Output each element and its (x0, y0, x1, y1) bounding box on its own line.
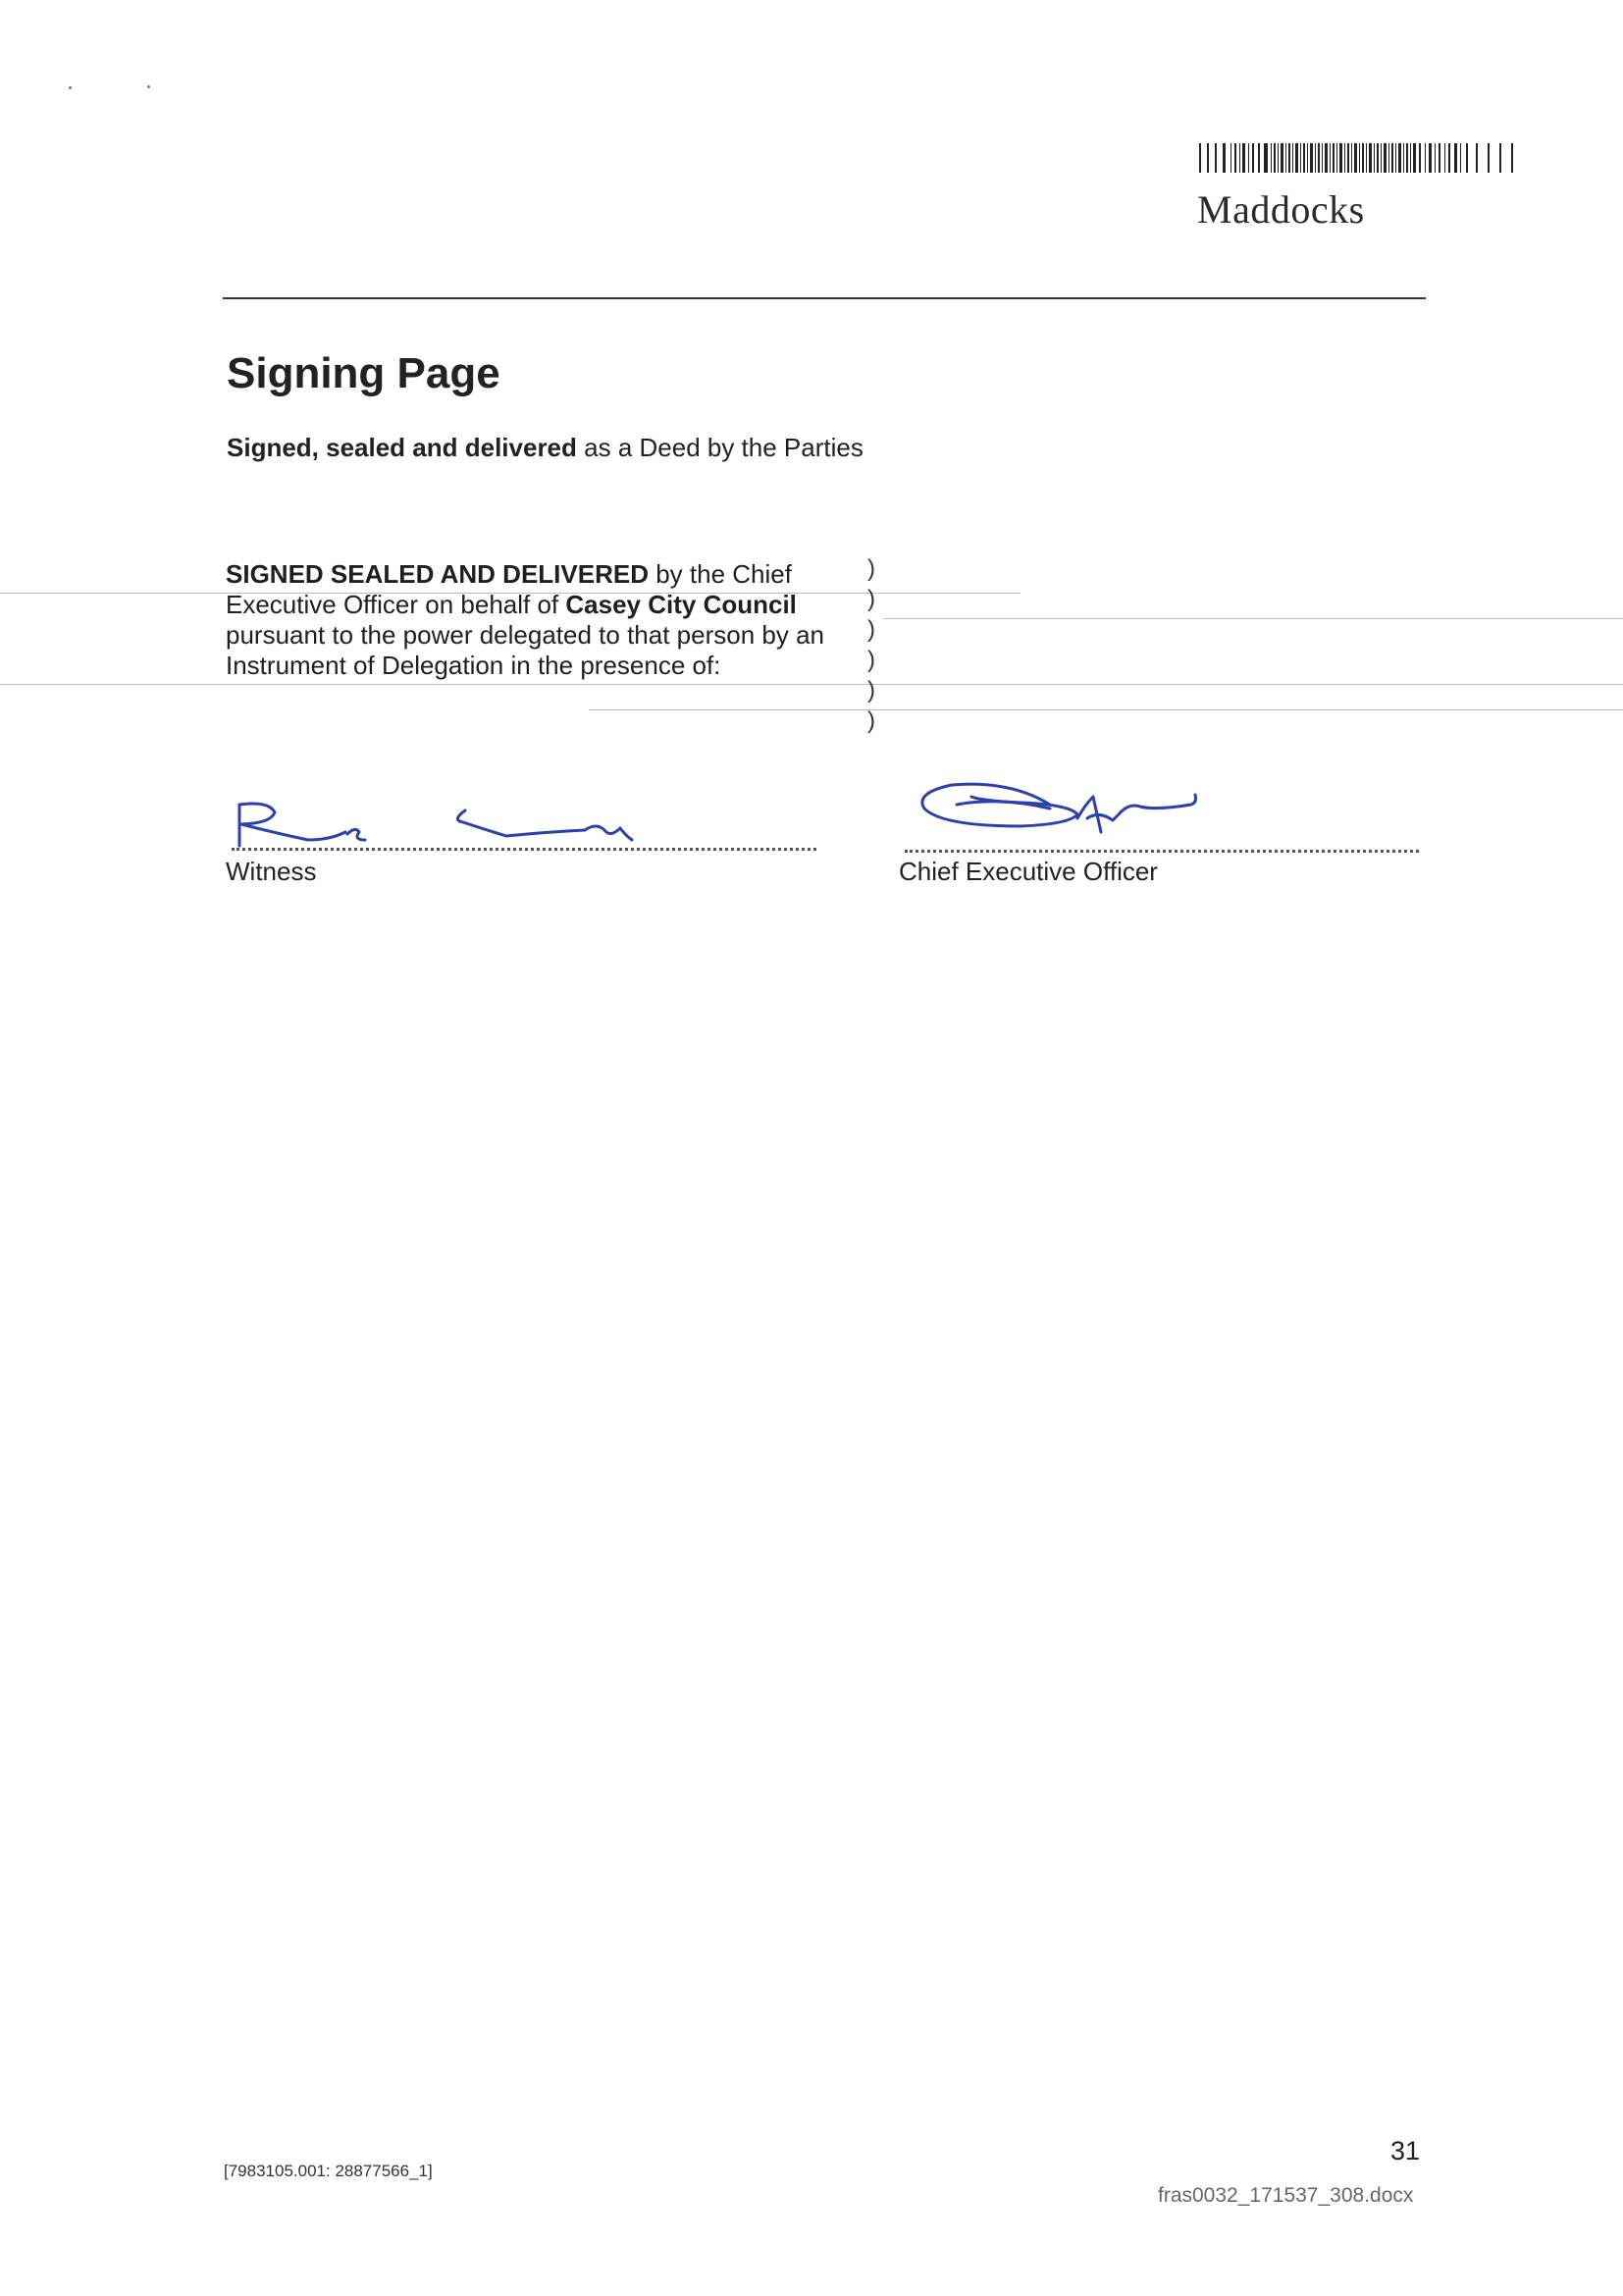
witness-signature (232, 797, 663, 851)
clause-text-2: pursuant to the power delegated to that person by an Instrument of Delegation in the presence of: (226, 620, 824, 680)
parenthesis: ) (867, 586, 875, 612)
parenthesis-column (867, 553, 887, 736)
scan-speck (147, 85, 150, 88)
parenthesis: ) (867, 677, 875, 704)
parenthesis: ) (867, 647, 875, 673)
witness-label: Witness (226, 857, 317, 886)
file-name: fras0032_171537_308.docx (1158, 2184, 1414, 2207)
clause-bold-2: Casey City Council (565, 590, 797, 619)
execution-clause (226, 559, 834, 681)
officer-signature (913, 775, 1207, 849)
barcode (1199, 143, 1519, 173)
parenthesis: ) (867, 707, 875, 734)
scan-line (589, 709, 1623, 710)
page-number: 31 (1390, 2136, 1421, 2166)
page-subtitle (227, 433, 864, 463)
page-title: Signing Page (227, 349, 500, 397)
witness-signature-line (232, 848, 816, 851)
officer-label: Chief Executive Officer (899, 857, 1158, 886)
officer-signature-line (905, 850, 1419, 853)
brand-name: Maddocks (1197, 187, 1365, 232)
clause-text-1: by the Chief Executive Officer on behalf of (226, 559, 792, 619)
parenthesis: ) (867, 555, 875, 582)
scan-line (883, 618, 1623, 619)
clause-bold-1: SIGNED SEALED AND DELIVERED (226, 559, 649, 589)
scan-speck (69, 86, 72, 89)
parenthesis: ) (867, 616, 875, 643)
subtitle-rest: as a Deed by the Parties (576, 433, 864, 462)
header-rule (223, 297, 1426, 299)
scan-line (0, 684, 1623, 685)
document-reference: [7983105.001: 28877566_1] (224, 2162, 433, 2180)
subtitle-bold: Signed, sealed and delivered (227, 433, 577, 462)
